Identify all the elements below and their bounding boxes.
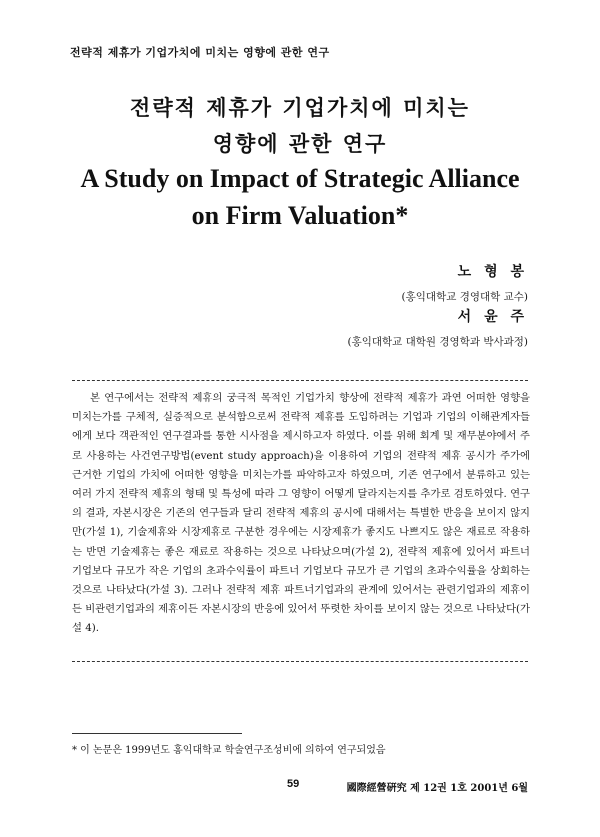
author-affiliation: (홍익대학교 경영대학 교수) — [401, 291, 528, 303]
footnote: * 이 논문은 1999년도 홍익대학교 학술연구조성비에 의하여 연구되었음 — [72, 745, 386, 756]
abstract-top-divider — [72, 380, 528, 381]
title-korean-line-1: 전략적 제휴가 기업가치에 미치는 — [130, 95, 470, 120]
journal-info: 國際經營硏究 제 12권 1호 2001년 6월 — [346, 783, 528, 794]
author-affiliation: (홍익대학교 대학원 경영학과 박사과정) — [347, 336, 528, 348]
abstract — [72, 389, 530, 639]
author-name: 서 윤 주 — [457, 309, 528, 325]
author-name: 노 형 봉 — [457, 264, 528, 280]
title-english-line-1: A Study on Impact of Strategic Alliance — [80, 164, 520, 193]
title-korean-line-2: 영향에 관한 연구 — [212, 131, 388, 156]
page-number: 59 — [287, 778, 300, 790]
running-head: 전략적 제휴가 기업가치에 미치는 영향에 관한 연구 — [70, 46, 330, 59]
title-english-line-2: on Firm Valuation* — [191, 201, 409, 230]
abstract-bottom-divider — [72, 661, 528, 662]
abstract-text: 본 연구에서는 전략적 제휴의 궁극적 목적인 기업가치 향상에 전략적 제휴가 과연 어떠한 영향을 미치는가를 구체적, 실증적으로 분석함으로써 전략적 제휴를 도입하려는 기업과 기업의 이해관계자들에게 보다 객관적인 연구결과를 통한 시사점을 제시하고자 하였다. 이를 위해 회계 및 재무분야에서 주로 사용하는 사건연구방법(event study approach)을 이용하여 기업의 전략적 제휴 공시가 주가에 근거한 기업의 가치에 어떠한 영향을 미치는가를 파악하고자 하였으며, 기존 연구에서 분류하고 있는 여러 가지 전략적 제휴의 형태 및 특성에 따라 그 영향이 어떻게 달라지는지를 추가로 검토하였다. 연구의 결과, 자본시장은 기존의 연구들과 달리 전략적 제휴의 공시에 대해서는 특별한 반응을 보이지 않지만(가설 1), 기술제휴와 시장제휴로 구분한 경우에는 시장제휴가 좋지도 나쁘지도 않은 재료로 작용하는 반면 기술제휴는 좋은 재료로 작용하는 것으로 나타났으며(가설 2), 전략적 제휴에 있어서 파트너 기업보다 규모가 작은 기업의 초과수익률이 파트너 기업보다 규모가 큰 기업의 초과수익률을 상회하는 것으로 나타났다(가설 3). 그러나 전략적 제휴 파트너기업과의 관계에 있어서는 관련기업과의 제휴이든 비관련기업과의 제휴이든 자본시장의 반응에 있어서 뚜렷한 차이를 보이지 않는 것으로 나타났다(가설 4). — [72, 392, 530, 635]
footnote-divider — [72, 733, 242, 734]
